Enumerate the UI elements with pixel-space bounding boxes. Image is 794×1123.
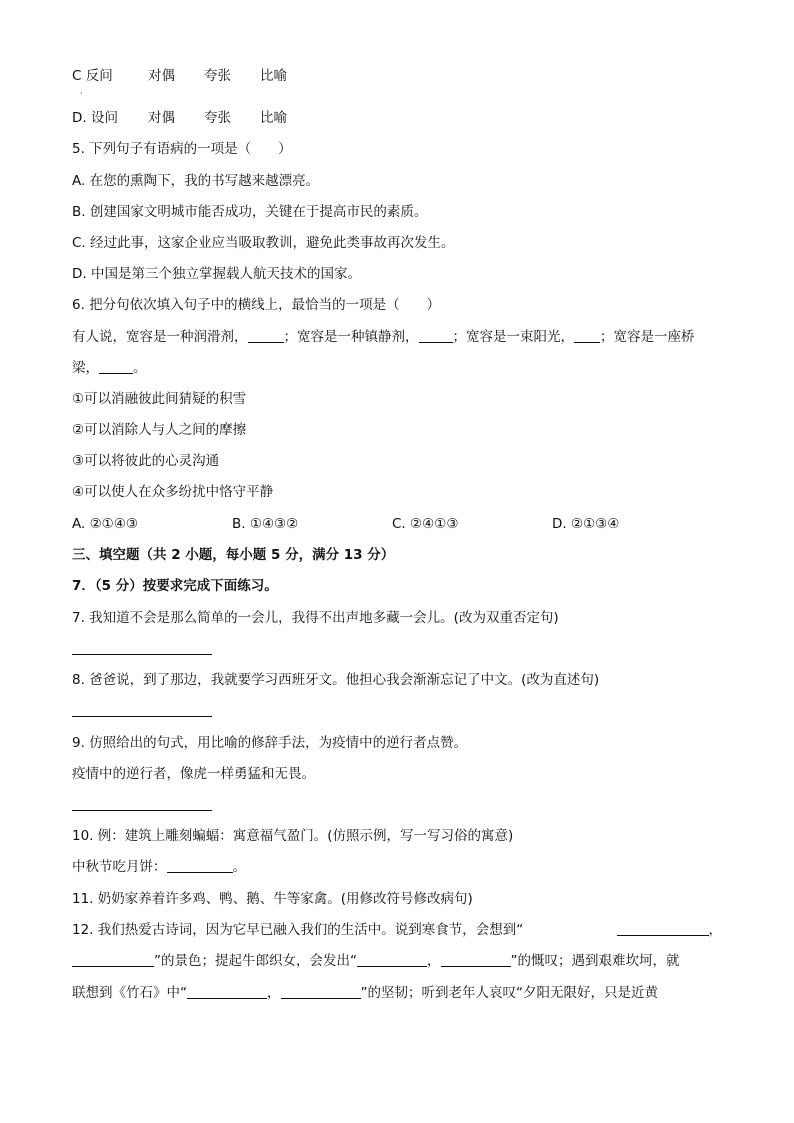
q6-item-2: ②可以消除人与人之间的摩擦 [72, 422, 247, 438]
q5-stem: 5. 下列句子有语病的一项是（ ） [72, 141, 292, 157]
q12-line-1 [72, 921, 722, 939]
q12-blank-2[interactable] [72, 952, 154, 967]
q6-sentence-part-1: 有人说，宽容是一种润滑剂， [72, 329, 248, 345]
q12-line-3 [72, 984, 658, 1002]
q4-option-d-letter: D. [72, 110, 87, 126]
q6-sentence-part-3: ；宽容是一束阳光， [452, 329, 574, 345]
q12-blank-4[interactable] [441, 952, 511, 967]
q6-sentence-part-4: ；宽容是一座桥 [600, 329, 695, 345]
q6-blank-1[interactable] [248, 328, 284, 343]
q10-text: 10. 例：建筑上雕刻蝙蝠：寓意福气盈门。(仿照示例，写一写习俗的寓意) [72, 828, 514, 844]
q12-blank-6[interactable] [281, 984, 361, 999]
q6-option-a[interactable]: A. ②①④③ [72, 516, 138, 532]
q10-prompt-end: 。 [232, 859, 246, 875]
q12-blank-5[interactable] [187, 984, 267, 999]
q5-option-c: C. 经过此事，这家企业应当吸取教训，避免此类事故再次发生。 [72, 235, 455, 251]
q6-blank-2[interactable] [419, 328, 453, 343]
q6-sentence-line-1 [72, 328, 695, 346]
q6-option-b[interactable]: B. ①④③② [232, 516, 299, 532]
q6-option-c[interactable]: C. ②④①③ [392, 516, 459, 532]
q12-part-6: 联想到《竹石》中“ [72, 985, 187, 1001]
q12-part-8: ”的坚韧；听到老年人哀叹“夕阳无限好，只是近黄 [360, 985, 658, 1001]
q6-item-1: ①可以消融彼此间猜疑的积雪 [72, 391, 247, 407]
q6-blank-3[interactable] [574, 328, 600, 343]
q6-blank-4[interactable] [99, 359, 133, 374]
stray-dot: · [80, 89, 83, 98]
q6-sentence-end: 。 [133, 360, 147, 376]
q4-option-d [72, 109, 287, 127]
q7-answer-line[interactable] [72, 654, 212, 655]
q6-options [72, 515, 619, 533]
q4-option-c-word-2: 对偶 [148, 68, 175, 84]
q7-heading: 7．（5 分）按要求完成下面练习。 [72, 578, 278, 594]
q10-blank[interactable] [167, 858, 233, 873]
q4-option-d-word-2: 对偶 [148, 110, 175, 126]
q5-option-d: D. 中国是第三个独立掌握载人航天技术的国家。 [72, 266, 361, 282]
q4-option-d-word-3: 夸张 [204, 110, 231, 126]
q6-sentence-line-2 [72, 359, 147, 377]
q12-part-2: ， [708, 922, 722, 938]
q6-sentence-part-2: ；宽容是一种镇静剂， [283, 329, 419, 345]
q9-example: 疫情中的逆行者，像虎一样勇猛和无畏。 [72, 766, 315, 782]
q7-text: 7. 我知道不会是那么简单的一会儿，我得不出声地多藏一会儿。(改为双重否定句) [72, 610, 559, 626]
q12-blank-3[interactable] [357, 952, 427, 967]
q5-option-b: B. 创建国家文明城市能否成功，关键在于提高市民的素质。 [72, 204, 428, 220]
q11-text: 11. 奶奶家养着许多鸡、鸭、鹅、牛等家禽。(用修改符号修改病句) [72, 891, 473, 907]
q12-part-1: 12. 我们热爱古诗词，因为它早已融入我们的生活中。说到寒食节，会想到“ [72, 922, 524, 938]
q4-option-c-word-4: 比喻 [260, 68, 287, 84]
q12-part-7: ， [267, 985, 281, 1001]
q9-text: 9. 仿照给出的句式，用比喻的修辞手法，为疫情中的逆行者点赞。 [72, 735, 468, 751]
q4-option-c-letter: C [72, 68, 82, 84]
q4-option-c-word-1: 反问 [85, 68, 113, 84]
q5-option-a: A. 在您的熏陶下，我的书写越来越漂亮。 [72, 173, 320, 189]
q4-option-d-word-4: 比喻 [260, 110, 287, 126]
q10-prompt [72, 858, 246, 876]
q4-option-c [72, 67, 287, 85]
q4-option-d-word-1: 设问 [90, 110, 118, 126]
section-3-heading: 三、填空题（共 2 小题，每小题 5 分，满分 13 分） [72, 547, 395, 563]
q6-item-3: ③可以将彼此的心灵沟通 [72, 453, 220, 469]
q12-line-2 [72, 952, 680, 970]
q6-stem: 6. 把分句依次填入句子中的横线上，最恰当的一项是（ ） [72, 297, 441, 313]
q6-sentence-part-5: 梁， [72, 360, 99, 376]
q12-part-5: ”的慨叹；遇到艰难坎坷，就 [510, 953, 680, 969]
q8-answer-line[interactable] [72, 716, 212, 717]
q12-blank-1[interactable] [617, 921, 709, 936]
q6-item-4: ④可以使人在众多纷扰中恪守平静 [72, 484, 274, 500]
q10-prompt-label: 中秋节吃月饼： [72, 859, 167, 875]
q4-option-c-word-3: 夸张 [204, 68, 231, 84]
q12-part-4: ， [427, 953, 441, 969]
q12-part-3: ”的景色；提起牛郎织女，会发出“ [154, 953, 357, 969]
q9-answer-line[interactable] [72, 810, 212, 811]
q6-option-d[interactable]: D. ②①③④ [552, 516, 620, 532]
q8-text: 8. 爸爸说，到了那边，我就要学习西班牙文。他担心我会渐渐忘记了中文。(改为直述句) [72, 672, 600, 688]
